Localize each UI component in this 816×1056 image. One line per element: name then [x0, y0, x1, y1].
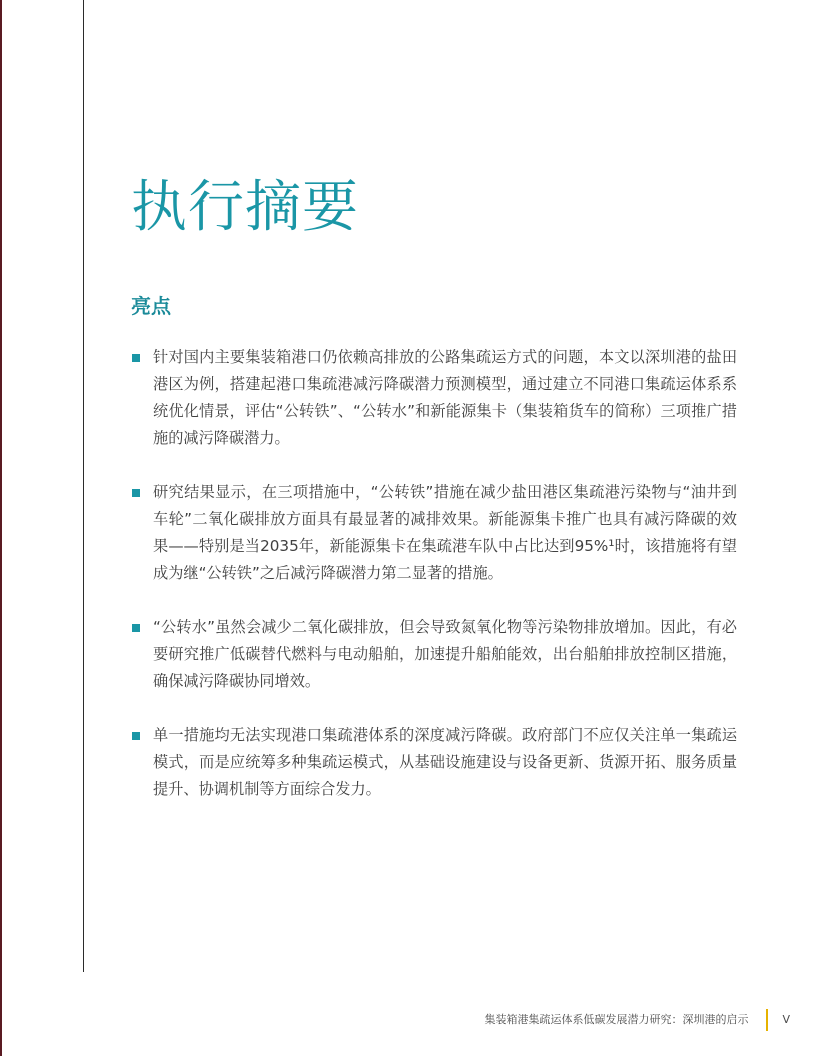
highlight-item-4 — [131, 722, 737, 803]
bullet-square-icon — [132, 732, 140, 740]
highlight-item-3 — [131, 614, 737, 695]
highlight-item-2 — [131, 479, 737, 587]
bullet-square-icon — [132, 624, 140, 632]
page-title: 执行摘要 — [131, 175, 359, 240]
highlight-item-1 — [131, 344, 737, 452]
section-heading-highlights: 亮点 — [131, 294, 171, 318]
page-number: V — [782, 1013, 790, 1026]
page-footer — [484, 1009, 790, 1031]
footer-divider — [766, 1009, 768, 1031]
highlight-text-4: 单一措施均无法实现港口集疏港体系的深度减污降碳。政府部门不应仅关注单一集疏运模式，而是应统筹多种集疏运模式，从基础设施建设与设备更新、货源开拓、服务质量提升、协调机制等方面综合发力。 — [153, 726, 737, 798]
highlight-text-3: “公转水”虽然会减少二氧化碳排放，但会导致氮氧化物等污染物排放增加。因此，有必要研究推广低碳替代燃料与电动船舶，加速提升船舶能效，出台船舶排放控制区措施，确保减污降碳协同增效。 — [153, 618, 737, 690]
bullet-square-icon — [132, 489, 140, 497]
footer-report-title: 集装箱港集疏运体系低碳发展潜力研究：深圳港的启示 — [484, 1013, 749, 1026]
bullet-square-icon — [132, 354, 140, 362]
page-left-edge — [0, 0, 2, 1056]
highlight-text-2: 研究结果显示，在三项措施中，“公转铁”措施在减少盐田港区集疏港污染物与“油井到车轮”二氧化碳排放方面具有最显著的减排效果。新能源集卡推广也具有减污降碳的效果——特别是当2035年，新能源集卡在集疏港车队中占比达到95%¹时，该措施将有望成为继“公转铁”之后减污降碳潜力第二显著的措施。 — [153, 483, 737, 582]
margin-rule — [83, 0, 84, 972]
highlights-list — [131, 344, 737, 830]
highlight-text-1: 针对国内主要集装箱港口仍依赖高排放的公路集疏运方式的问题，本文以深圳港的盐田港区为例，搭建起港口集疏港减污降碳潜力预测模型，通过建立不同港口集疏运体系系统优化情景，评估“公转铁”、“公转水”和新能源集卡（集装箱货车的简称）三项推广措施的减污降碳潜力。 — [153, 348, 737, 447]
